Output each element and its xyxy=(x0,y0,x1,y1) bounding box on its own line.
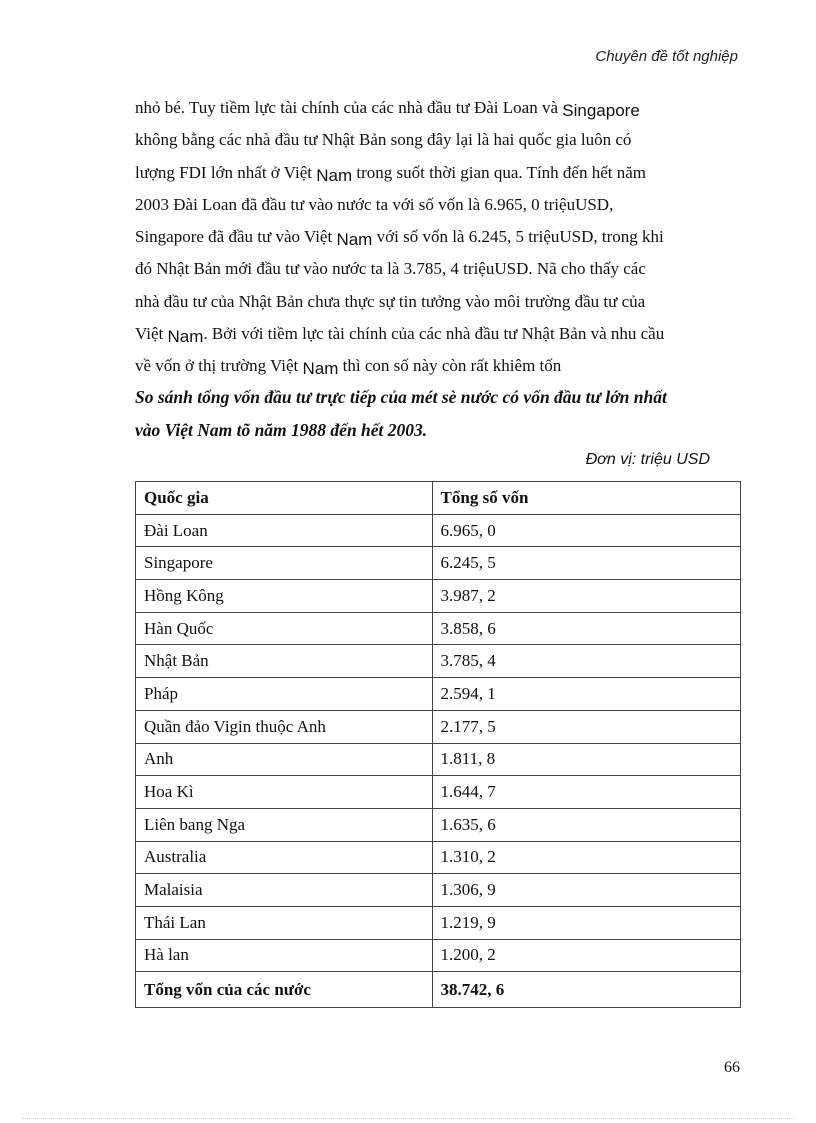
header-total-capital: Tổng số vốn xyxy=(432,482,740,515)
capital-cell: 1.306, 9 xyxy=(432,874,740,907)
paragraph-line: nhỏ bé. Tuy tiềm lực tài chính của các nhà đầu tư Đài Loan và Singapore xyxy=(135,98,640,120)
table-row xyxy=(136,776,741,809)
paragraph-line: không bằng các nhà đầu tư Nhật Bản song đây lại là hai quốc gia luôn có xyxy=(135,130,632,150)
table-row xyxy=(136,612,741,645)
capital-cell: 1.310, 2 xyxy=(432,841,740,874)
capital-cell: 6.245, 5 xyxy=(432,547,740,580)
paragraph-line: đó Nhật Bản mới đầu tư vào nước ta là 3.785, 4 triệuUSD. Nã cho thấy các xyxy=(135,259,646,279)
capital-cell: 3.858, 6 xyxy=(432,612,740,645)
table-row xyxy=(136,939,741,972)
table-row xyxy=(136,906,741,939)
country-cell: Nhật Bản xyxy=(136,645,433,678)
capital-cell: 3.785, 4 xyxy=(432,645,740,678)
table-row xyxy=(136,547,741,580)
table-caption xyxy=(135,381,745,447)
country-cell: Singapore xyxy=(136,547,433,580)
capital-cell: 1.644, 7 xyxy=(432,776,740,809)
fdi-table xyxy=(135,481,741,1008)
proper-noun: Nam xyxy=(316,165,353,185)
paragraph-line: lượng FDI lớn nhất ở Việt Nam trong suốt thời gian qua. Tính đến hết năm xyxy=(135,162,646,185)
capital-cell: 2.177, 5 xyxy=(432,710,740,743)
caption-line-1: So sánh tổng vốn đầu tư trực tiếp của mét sè nước có vốn đầu tư lớn nhất xyxy=(135,387,667,407)
running-header: Chuyên đề tốt nghiệp xyxy=(595,48,738,65)
body-paragraph xyxy=(135,92,741,383)
capital-cell: 6.965, 0 xyxy=(432,514,740,547)
table-row xyxy=(136,743,741,776)
country-cell: Hồng Kông xyxy=(136,580,433,613)
total-value-cell: 38.742, 6 xyxy=(432,972,740,1008)
proper-noun: Nam xyxy=(302,359,339,379)
table-row xyxy=(136,808,741,841)
country-cell: Pháp xyxy=(136,678,433,711)
paragraph-line: Việt Nam. Bởi với tiềm lực tài chính của các nhà đầu tư Nhật Bản và nhu cầu xyxy=(135,324,665,347)
table-row xyxy=(136,874,741,907)
table-row xyxy=(136,514,741,547)
paragraph-line: về vốn ở thị trường Việt Nam thì con số này còn rất khiêm tốn xyxy=(135,356,562,379)
total-row xyxy=(136,972,741,1008)
total-label-cell: Tổng vốn của các nước xyxy=(136,972,433,1008)
footer-divider xyxy=(22,1118,794,1119)
paragraph-line: nhà đầu tư của Nhật Bản chưa thực sự tin tưởng vào môi trường đầu tư của xyxy=(135,291,646,311)
capital-cell: 1.811, 8 xyxy=(432,743,740,776)
country-cell: Anh xyxy=(136,743,433,776)
capital-cell: 3.987, 2 xyxy=(432,580,740,613)
header-country: Quốc gia xyxy=(136,482,433,515)
table-header-row xyxy=(136,482,741,515)
country-cell: Australia xyxy=(136,841,433,874)
country-cell: Hà lan xyxy=(136,939,433,972)
page-number: 66 xyxy=(724,1059,740,1076)
proper-noun: Singapore xyxy=(562,101,640,120)
table-row xyxy=(136,710,741,743)
country-cell: Thái Lan xyxy=(136,906,433,939)
table-row xyxy=(136,841,741,874)
table-row xyxy=(136,580,741,613)
paragraph-line: 2003 Đài Loan đã đầu tư vào nước ta với số vốn là 6.965, 0 triệuUSD, xyxy=(135,194,614,214)
table-row xyxy=(136,645,741,678)
country-cell: Hoa Kì xyxy=(136,776,433,809)
paragraph-line: Singapore đã đầu tư vào Việt Nam với số vốn là 6.245, 5 triệuUSD, trong khi xyxy=(135,227,664,250)
proper-noun: Nam xyxy=(167,327,204,347)
proper-noun: Nam xyxy=(336,230,373,250)
country-cell: Quần đảo Vigin thuộc Anh xyxy=(136,710,433,743)
unit-label: Đơn vị: triệu USD xyxy=(585,451,710,468)
country-cell: Liên bang Nga xyxy=(136,808,433,841)
country-cell: Đài Loan xyxy=(136,514,433,547)
capital-cell: 1.635, 6 xyxy=(432,808,740,841)
caption-line-2: vào Việt Nam tõ năm 1988 đến hết 2003. xyxy=(135,420,428,440)
capital-cell: 1.219, 9 xyxy=(432,906,740,939)
capital-cell: 1.200, 2 xyxy=(432,939,740,972)
country-cell: Malaisia xyxy=(136,874,433,907)
capital-cell: 2.594, 1 xyxy=(432,678,740,711)
table-row xyxy=(136,678,741,711)
country-cell: Hàn Quốc xyxy=(136,612,433,645)
